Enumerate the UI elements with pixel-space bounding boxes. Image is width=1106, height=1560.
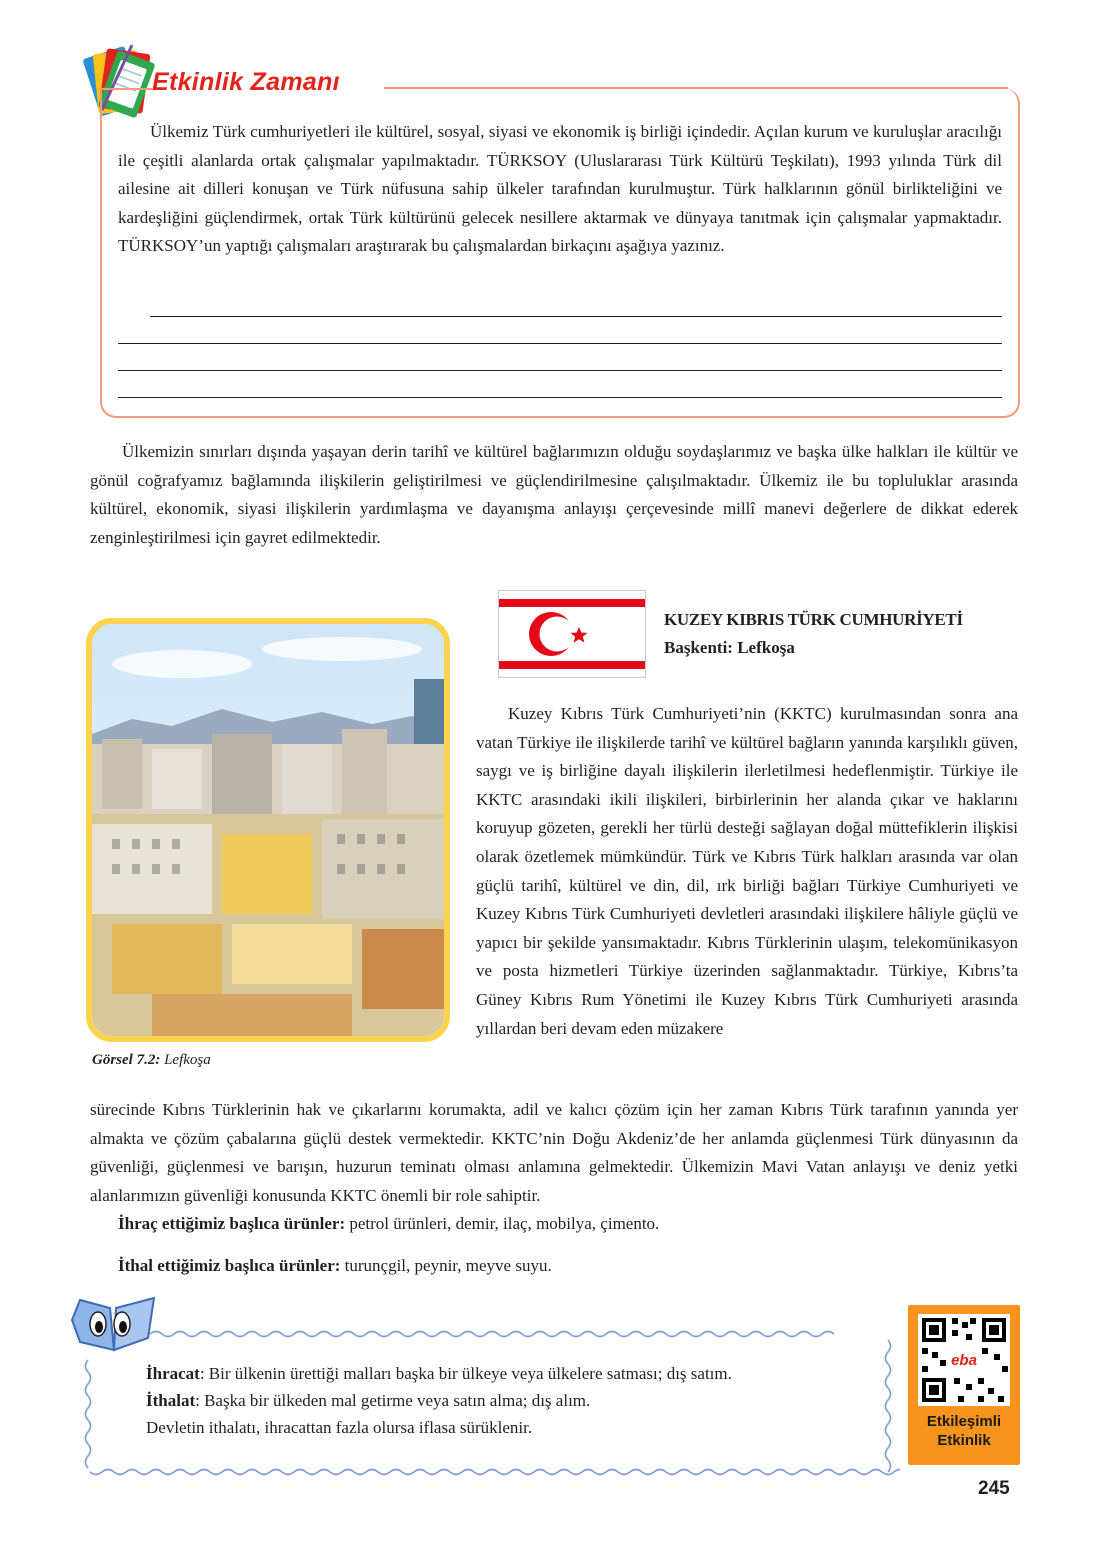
import-line	[118, 1252, 552, 1280]
intro-paragraph: Ülkemizin sınırları dışında yaşayan derin tarihî ve kültürel bağlarımızın olduğu soydaşlarımız ve başka ülke halkları ile kültür ve gönül coğrafyamız bağlamında ilişkilerin geliştirilmesi ve güçlendirilmesine çalışılmaktadır. Ülkemiz ile bu topluluklar arasında kültürel, ekonomik, siyasi ilişkilerin yardımlaşma ve dayanışma anlayışı çerçevesinde millî manevi değerlere de dikkat ederek zenginleştirilmesi için gayret edilmektedir.	[90, 442, 1018, 547]
ithalat-def: : Başka bir ülkeden mal getirme veya satın alma; dış alım.	[195, 1391, 591, 1410]
export-line	[118, 1210, 659, 1238]
import-value: turunçgil, peynir, meyve suyu.	[340, 1256, 552, 1275]
eba-logo: eba	[951, 1352, 977, 1369]
book-eyes-icon	[72, 1298, 154, 1350]
qr-label-line1: Etkileşimli	[926, 1413, 1002, 1430]
kktc-paragraph-column: Kuzey Kıbrıs Türk Cumhuriyeti’nin (KKTC) kurulmasından sonra ana vatan Türkiye ile ilişkilerde tarihî ve kültürel bağların yanında karşılıklı güven, saygı ve iş birliğine dayalı ilişkilerin ilerletilmesi hedeflenmiştir. Türkiye ile KKTC arasındaki ikili ilişkileri, birbirlerinin her alanda çıkar ve haklarını koruyup gözeten, gerekli her türlü desteği sağlayan doğal müttefiklerin ilişkisi olarak özetlemek mümkündür. Türk ve Kıbrıs Türk halkları arasında var olan güçlü tarihî, kültürel ve din, dil, ırk birliği bağları Türkiye Cumhuriyeti ve Kuzey Kıbrıs Türk Cumhuriyeti devletleri arasındaki ilişkilere hâliyle güçlü ve yapıcı bir şekilde yansımaktadır. Kıbrıs Türklerinin ulaşım, telekomünikasyon ve posta hizmetleri Türkiye üzerinden sağlanmaktadır. Türkiye, Kıbrıs’ta Güney Kıbrıs Rum Yönetimi ile Kuzey Kıbrıs Türk Cumhuriyeti arasında yıllardan beri devam eden müzakere	[476, 704, 1018, 1038]
lefkosa-photo	[86, 618, 450, 1042]
qr-code-icon[interactable]	[918, 1314, 1010, 1406]
activity-box-edge	[100, 88, 152, 90]
answer-line[interactable]	[150, 316, 1002, 317]
qr-label	[908, 1412, 1020, 1450]
qr-label-line2: Etkinlik	[937, 1432, 991, 1449]
glossary-note: Devletin ithalatı, ihracattan fazla olursa iflasa sürüklenir.	[146, 1418, 533, 1437]
country-name: KUZEY KIBRIS TÜRK CUMHURİYETİ	[664, 610, 963, 629]
glossary-text	[146, 1360, 886, 1441]
activity-title: Etkinlik Zamanı	[152, 68, 340, 96]
page-number: 245	[978, 1478, 1010, 1499]
ihracat-def: : Bir ülkenin ürettiği malları başka bir ülkeye veya ülkelere satması; dış satım.	[199, 1364, 732, 1383]
export-label: İhraç ettiğimiz başlıca ürünler:	[118, 1214, 346, 1233]
answer-line[interactable]	[118, 397, 1002, 398]
caption-label: Görsel 7.2:	[92, 1052, 161, 1068]
import-label: İthal ettiğimiz başlıca ürünler:	[118, 1256, 341, 1275]
glossary-ithalat	[146, 1387, 886, 1414]
activity-text: Ülkemiz Türk cumhuriyetleri ile kültürel, sosyal, siyasi ve ekonomik iş birliği içindedir. Açılan kurum ve kuruluşlar aracılığı ile çeşitli alanlarda ortak çalışmalar yapılmaktadır. TÜRKSOY (Uluslararası Türk Kültürü Teşkilatı), 1993 yılında Türk dil ailesine ait dilleri konuşan ve Türk nüfusuna sahip ülkeler tarafından kurulmuştur. Türk halklarının gönül birlikteliğini ve kardeşliğini güçlendirmek, ortak Türk kültürünü gelecek nesillere aktarmak ve dünyaya tanıtmak için çalışmalar yapmaktadır. TÜRKSOY’un yaptığı çalışmaları araştırarak bu çalışmalardan birkaçını aşağıya yazınız.	[118, 122, 1002, 256]
kktc-flag	[498, 590, 646, 678]
caption-text: Lefkoşa	[164, 1052, 211, 1068]
photo-caption	[92, 1052, 211, 1069]
ithalat-term: İthalat	[146, 1391, 196, 1410]
answer-line[interactable]	[118, 343, 1002, 344]
export-value: petrol ürünleri, demir, ilaç, mobilya, çimento.	[345, 1214, 660, 1233]
kktc-paragraph-continued: sürecinde Kıbrıs Türklerinin hak ve çıkarlarını korumakta, adil ve kalıcı çözüm için her zaman Kıbrıs Türk tarafının yanında yer almakta ve çözüm çabalarına güçlü destek vermektedir. KKTC’nin Doğu Akdeniz’de her anlamda güçlenmesi Türk dünyasının da güvenliği, güçlenmesi ve barışın, huzurun teminatı olması anlamına gelmektedir. Ülkemizin Mavi Vatan anlayışı ve deniz yetki alanlarımızın güvenliği konusunda KKTC önemli bir role sahiptir.	[90, 1100, 1018, 1205]
answer-line[interactable]	[118, 370, 1002, 371]
ihracat-term: İhracat	[146, 1364, 200, 1383]
country-capital: Başkenti: Lefkoşa	[664, 638, 795, 657]
glossary-ihracat	[146, 1360, 886, 1387]
